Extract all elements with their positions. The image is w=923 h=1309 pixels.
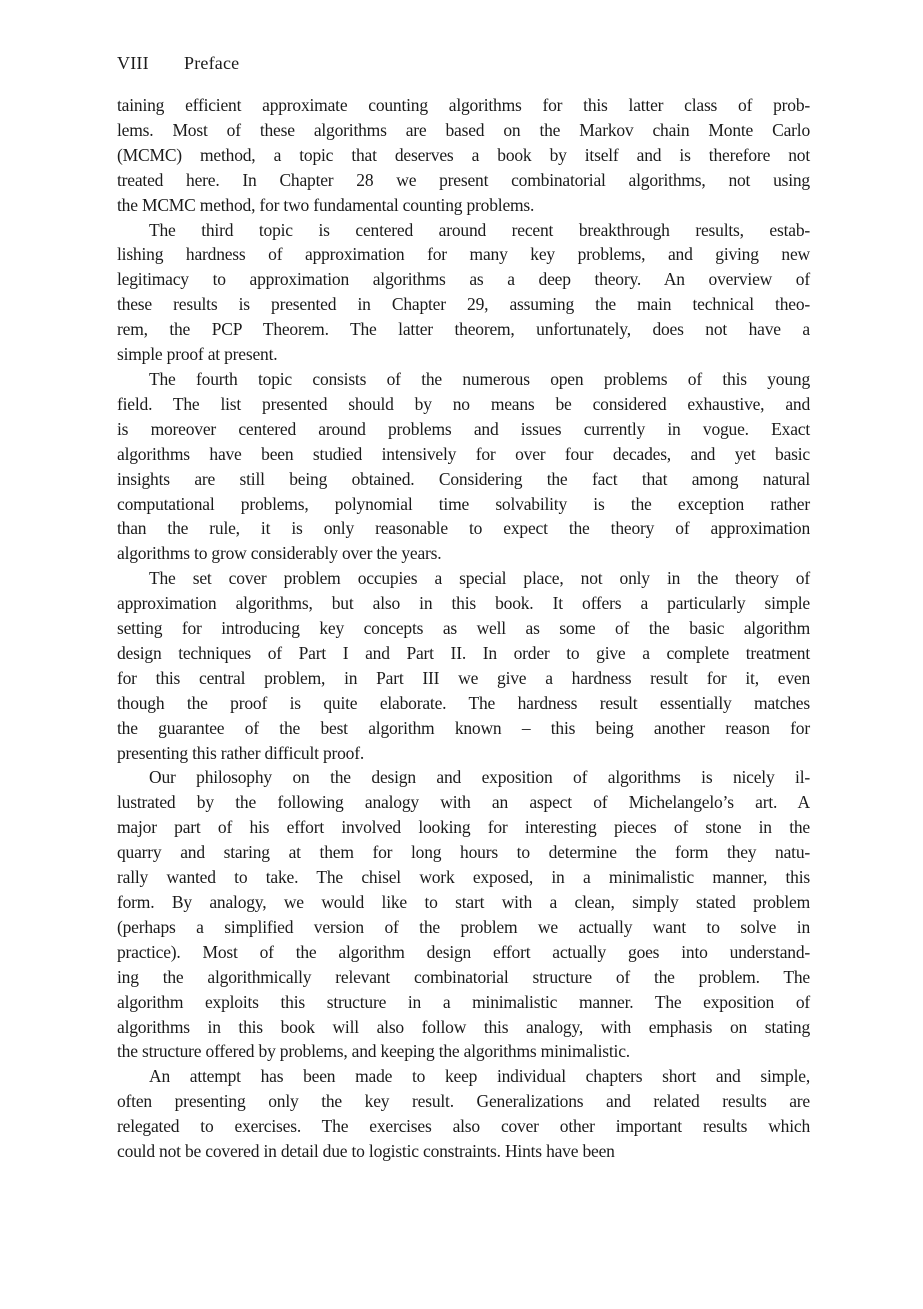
text-line: rem, the PCP Theorem. The latter theorem, unfortunately, does not have a <box>117 319 810 340</box>
text-line: ing the algorithmically relevant combinatorial structure of the problem. The <box>117 966 810 987</box>
running-header <box>117 52 810 74</box>
text-line: often presenting only the key result. Generalizations and related results are <box>117 1091 810 1112</box>
text-line: setting for introducing key concepts as well as some of the basic algorithm <box>117 618 810 639</box>
text-line: Our philosophy on the design and exposition of algorithms is nicely il- <box>149 767 810 788</box>
page-number: VIII <box>117 53 149 73</box>
text-line: (perhaps a simplified version of the problem we actually want to solve in <box>117 916 810 937</box>
text-line: the MCMC method, for two fundamental counting problems. <box>117 194 535 215</box>
text-line: taining efficient approximate counting algorithms for this latter class of prob- <box>117 95 810 115</box>
text-line: could not be covered in detail due to logistic constraints. Hints have been <box>117 1141 615 1162</box>
text-line: legitimacy to approximation algorithms as a deep theory. An overview of <box>117 269 810 290</box>
text-line: algorithms in this book will also follow this analogy, with emphasis on stating <box>117 1016 810 1037</box>
text-line: algorithm exploits this structure in a minimalistic manner. The exposition of <box>117 991 810 1012</box>
text-line: major part of his effort involved looking for interesting pieces of stone in the <box>117 817 810 838</box>
text-line: design techniques of Part I and Part II. In order to give a complete treatment <box>117 642 810 663</box>
text-line: simple proof at present. <box>117 344 278 365</box>
text-line: algorithms have been studied intensively for over four decades, and yet basic <box>117 443 810 464</box>
text-line: lems. Most of these algorithms are based on the Markov chain Monte Carlo <box>117 119 810 140</box>
running-header-title: Preface <box>184 53 240 73</box>
text-line: than the rule, it is only reasonable to expect the theory of approximation <box>117 518 810 539</box>
paragraph <box>117 93 810 218</box>
text-line: rally wanted to take. The chisel work exposed, in a minimalistic manner, this <box>117 867 810 888</box>
text-line: the structure offered by problems, and keeping the algorithms minimalistic. <box>117 1041 630 1062</box>
text-line: algorithms to grow considerably over the years. <box>117 543 442 564</box>
text-line: treated here. In Chapter 28 we present combinatorial algorithms, not using <box>117 169 810 190</box>
paragraph <box>117 218 810 367</box>
text-line: form. By analogy, we would like to start with a clean, simply stated problem <box>117 892 810 912</box>
text-line: The set cover problem occupies a special place, not only in the theory of <box>149 568 810 589</box>
text-line: (MCMC) method, a topic that deserves a book by itself and is therefore not <box>117 144 810 165</box>
text-line: lishing hardness of approximation for many key problems, and giving new <box>117 244 810 265</box>
text-line: for this central problem, in Part III we give a hardness result for it, even <box>117 667 810 688</box>
text-line: computational problems, polynomial time solvability is the exception rather <box>117 493 810 514</box>
text-line: the guarantee of the best algorithm known – this being another reason for <box>117 717 810 738</box>
text-line: relegated to exercises. The exercises also cover other important results which <box>117 1116 810 1137</box>
text-line: these results is presented in Chapter 29, assuming the main technical theo- <box>117 294 810 315</box>
text-line: The fourth topic consists of the numerous open problems of this young <box>149 368 810 389</box>
paragraph <box>117 566 810 765</box>
text-line: The third topic is centered around recent breakthrough results, estab- <box>149 219 810 240</box>
page-body <box>117 93 810 1164</box>
text-line: practice). Most of the algorithm design effort actually goes into understand- <box>117 941 810 962</box>
text-line: though the proof is quite elaborate. The hardness result essentially matches <box>117 692 810 713</box>
text-line: presenting this rather difficult proof. <box>117 742 365 763</box>
text-line: quarry and staring at them for long hours to determine the form they natu- <box>117 842 810 863</box>
paragraph <box>117 1064 810 1164</box>
text-line: approximation algorithms, but also in this book. It offers a particularly simple <box>117 593 810 614</box>
text-line: insights are still being obtained. Considering the fact that among natural <box>117 468 810 489</box>
text-line: field. The list presented should by no means be considered exhaustive, and <box>117 393 810 414</box>
text-line: An attempt has been made to keep individual chapters short and simple, <box>149 1066 810 1087</box>
paragraph <box>117 765 810 1064</box>
text-line: lustrated by the following analogy with an aspect of Michelangelo’s art. A <box>117 792 810 813</box>
text-line: is moreover centered around problems and issues currently in vogue. Exact <box>117 418 810 439</box>
paragraph <box>117 367 810 566</box>
